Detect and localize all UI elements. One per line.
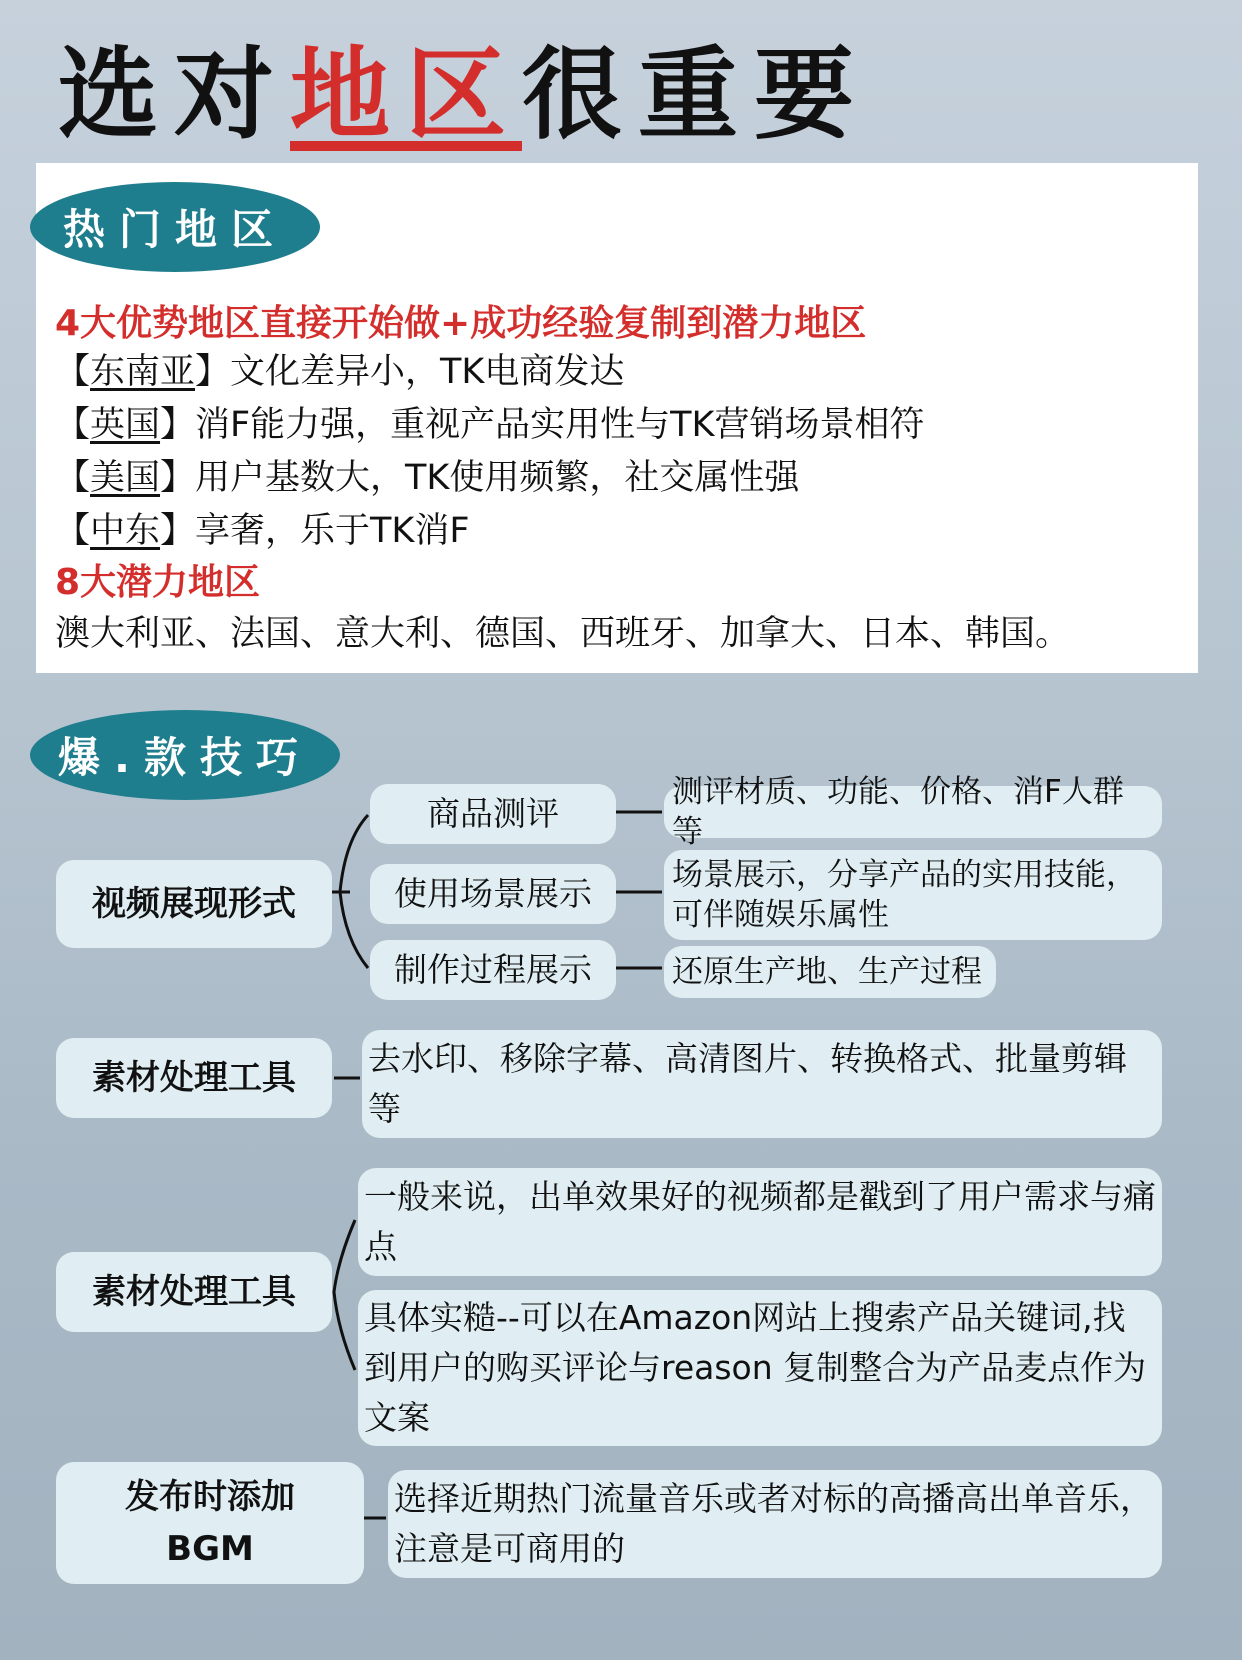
region-line: 【中东】享奢，乐于TK消F xyxy=(55,511,470,551)
bracket-material-tool-2 xyxy=(334,1220,355,1370)
process-detail: 还原生产地、生产过程 xyxy=(664,946,996,998)
bgm-detail: 选择近期热门流量音乐或者对标的高播高出单音乐，注意是可商用的 xyxy=(388,1470,1162,1578)
material-tool-node-2: 素材处理工具 xyxy=(56,1252,332,1332)
video-form-item-process: 制作过程展示 xyxy=(370,940,616,1000)
title-highlight: 地区 xyxy=(290,36,522,153)
material-tool-detail: 去水印、移除字幕、高清图片、转换格式、批量剪辑等 xyxy=(362,1030,1162,1138)
region-name: 英国 xyxy=(90,405,161,445)
region-name: 中东 xyxy=(90,511,161,551)
region-desc: 用户基数大，TK使用频繁，社交属性强 xyxy=(195,458,800,498)
video-form-node: 视频展现形式 xyxy=(56,860,332,948)
regions-lead-text: 4大优势地区直接开始做+成功经验复制到潜力地区 xyxy=(55,303,867,344)
title-part-1: 选对 xyxy=(58,36,290,153)
potential-regions-list: 澳大利亚、法国、意大利、德国、西班牙、加拿大、日本、韩国。 xyxy=(55,614,1071,654)
region-line: 【英国】消F能力强，重视产品实用性与TK营销场景相符 xyxy=(55,405,925,445)
hot-regions-badge: 热门地区 xyxy=(30,182,320,272)
region-desc: 享奢，乐于TK消F xyxy=(195,511,470,551)
region-name: 东南亚 xyxy=(90,352,196,392)
video-form-item-review: 商品测评 xyxy=(370,784,616,844)
potential-regions-title: 8大潜力地区 xyxy=(55,562,261,603)
amazon-research-detail: 具体实糙--可以在Amazon网站上搜索产品关键词,找到用户的购买评论与reason 复制整合为产品麦点作为文案 xyxy=(358,1290,1162,1446)
region-name: 美国 xyxy=(90,458,161,498)
region-line: 【美国】用户基数大，TK使用频繁，社交属性强 xyxy=(55,458,800,498)
review-detail: 测评材质、功能、价格、消F人群等 xyxy=(664,786,1162,838)
bgm-node: 发布时添加BGM xyxy=(56,1462,364,1584)
hit-tips-badge: 爆.款技巧 xyxy=(30,710,340,800)
user-needs-detail: 一般来说，出单效果好的视频都是戳到了用户需求与痛点 xyxy=(358,1168,1162,1276)
scenario-detail: 场景展示，分享产品的实用技能，可伴随娱乐属性 xyxy=(664,850,1162,940)
video-form-item-scenario: 使用场景展示 xyxy=(370,864,616,924)
region-line: 【东南亚】文化差异小，TK电商发达 xyxy=(55,352,625,392)
region-desc: 消F能力强，重视产品实用性与TK营销场景相符 xyxy=(195,405,925,445)
title-part-2: 很重要 xyxy=(522,36,870,153)
material-tool-node: 素材处理工具 xyxy=(56,1038,332,1118)
region-desc: 文化差异小，TK电商发达 xyxy=(230,352,625,392)
